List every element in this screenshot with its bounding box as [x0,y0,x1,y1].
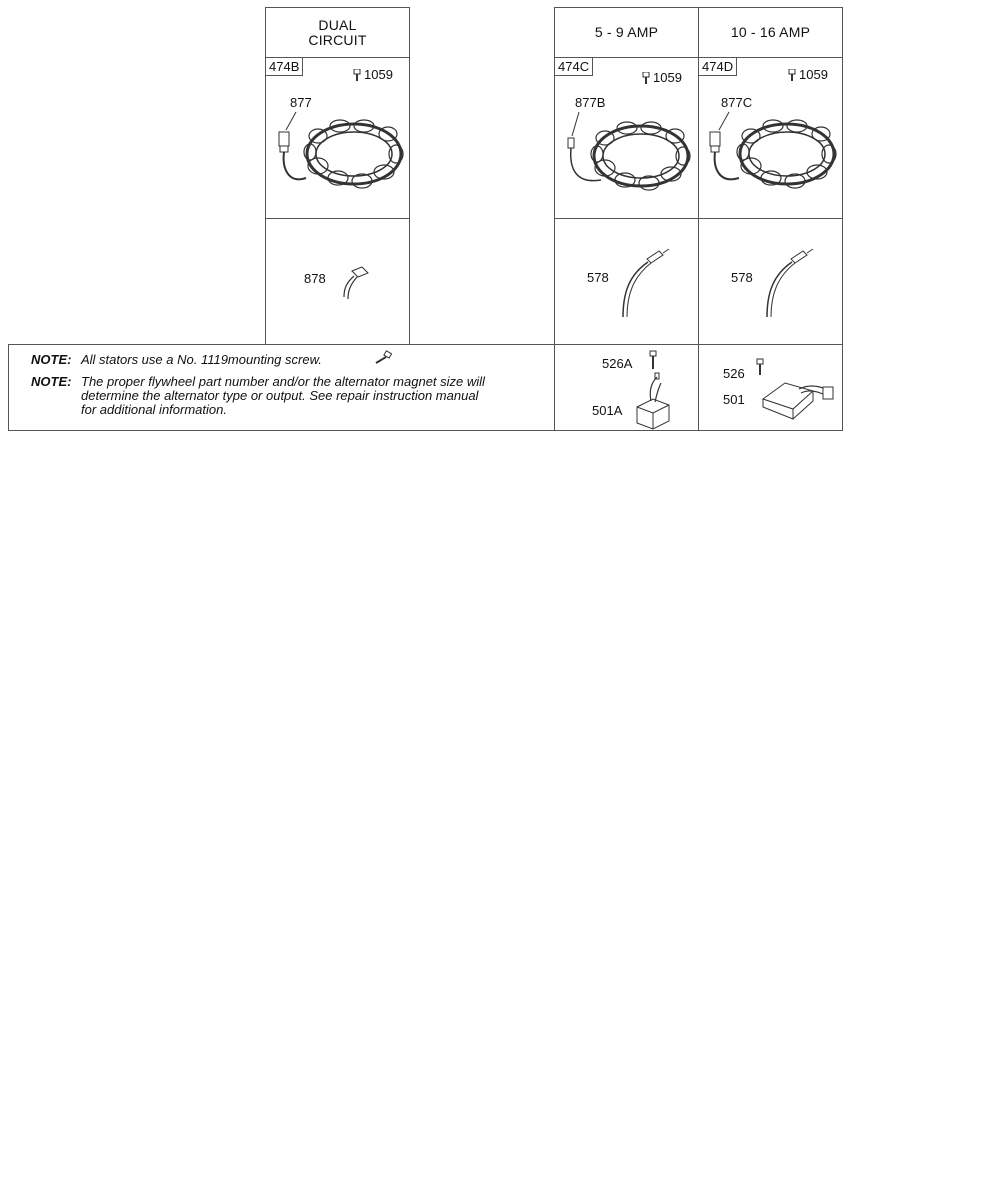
header-10-16-amp: 10 - 16 AMP [698,7,843,58]
note-line: for additional information. [81,402,227,417]
regulator-illustration [623,347,683,431]
harness-cell-dual [265,218,410,345]
screw-callout [352,68,393,82]
stator-cell-474c [554,57,699,219]
screw-callout [787,68,828,82]
lead-wire-illustration [759,243,819,323]
header-5-9-amp: 5 - 9 AMP [554,7,699,58]
stator-coil-illustration [699,108,844,218]
note-line: determine the alternator type or output. See repair instruction manual [81,388,479,403]
harness-cell-5-9 [554,218,699,345]
stator-part-number: 877C [721,95,753,110]
regulator-illustration [751,349,841,429]
lead-wire-illustration [615,243,675,323]
screw-icon [352,69,362,82]
regulator-part-number: 501 [723,392,745,407]
screw-icon [787,69,797,82]
regulator-screw-part-number: 526A [602,356,633,371]
connector-harness-illustration [338,263,378,303]
group-tag: 474C [555,58,593,76]
screw-part-number: 1059 [653,70,682,85]
screw-icon [641,72,651,85]
harness-part-number: 878 [304,271,326,286]
regulator-screw-part-number: 526 [723,366,745,381]
harness-cell-10-16 [698,218,843,345]
regulator-cell-5-9 [554,344,699,431]
stator-coil-illustration [266,108,411,218]
group-tag: 474B [266,58,303,76]
regulator-cell-10-16 [698,344,843,431]
notes-cell [8,344,555,431]
stator-coil-illustration [555,108,700,218]
screw-callout [641,71,682,85]
harness-part-number: 578 [731,270,753,285]
stator-part-number: 877B [575,95,606,110]
note-line: The proper flywheel part number and/or the alternator magnet size will [81,374,485,389]
harness-part-number: 578 [587,270,609,285]
screw-part-number: 1059 [364,67,393,82]
screw-part-number: 1059 [799,67,828,82]
note-label: NOTE: [31,352,72,367]
header-dual-circuit: DUAL CIRCUIT [265,7,410,58]
stator-part-number: 877 [290,95,312,110]
mounting-screw-icon [373,351,393,365]
note-text: All stators use a No. 1119mounting screw. [81,352,322,367]
note-label: NOTE: [31,374,72,389]
group-tag: 474D [699,58,737,76]
stator-cell-474b [265,57,410,219]
regulator-part-number: 501A [592,403,623,418]
stator-cell-474d [698,57,843,219]
